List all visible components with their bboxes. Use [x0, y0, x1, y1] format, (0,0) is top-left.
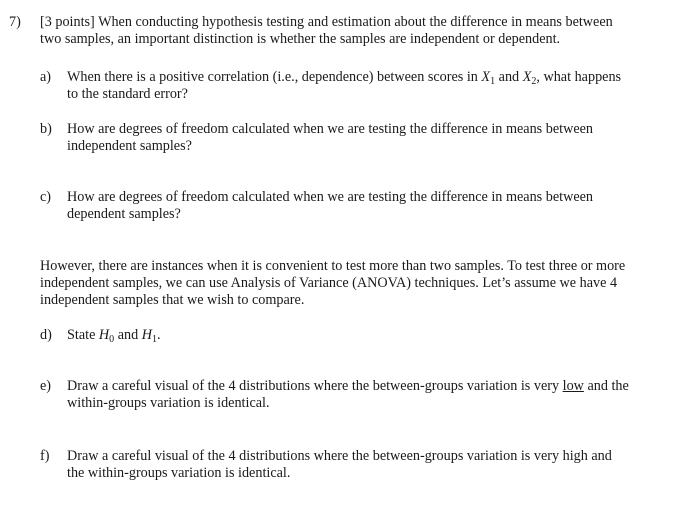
hypothesis-h1-subscript: 1: [152, 334, 158, 345]
part-f: [40, 448, 680, 482]
part-a-label: a): [40, 69, 52, 85]
part-d: [40, 327, 680, 344]
part-e-line-1: [67, 378, 680, 395]
part-a-line-1: [67, 69, 680, 86]
part-b-label: b): [40, 121, 52, 137]
part-e: [40, 378, 680, 412]
question-header: [40, 14, 680, 48]
hypothesis-h1: H: [141, 327, 153, 343]
part-a-line-2: to the standard error?: [67, 86, 188, 102]
part-e-line-2: within-groups variation is identical.: [67, 395, 270, 411]
variable-x1: X: [481, 69, 491, 85]
part-c-line-1: How are degrees of freedom calculated when we are testing the difference in means between: [67, 189, 594, 205]
part-e-line-1-post: and the: [583, 378, 629, 394]
part-c-text: [67, 189, 680, 223]
part-c-label: c): [40, 189, 52, 205]
part-a-line-1-pre: When there is a positive correlation (i.e., dependence) between scores in: [67, 69, 482, 85]
part-d-post: .: [157, 327, 161, 343]
part-b-text: [67, 121, 680, 155]
part-b: [40, 121, 680, 155]
part-c-line-2: dependent samples?: [67, 206, 181, 222]
part-a-text: [67, 69, 680, 103]
part-e-text: [67, 378, 680, 412]
part-d-text: [67, 327, 680, 344]
question-header-line-2: two samples, an important distinction is whether the samples are independent or dependent.: [40, 31, 561, 47]
part-e-emphasis-low: low: [562, 378, 584, 394]
part-f-label: f): [40, 448, 50, 464]
paragraph-line-3: independent samples that we wish to compare.: [40, 292, 305, 308]
part-e-line-1-pre: Draw a careful visual of the 4 distributions where the between-groups variation is very: [67, 378, 563, 394]
hypothesis-h0: H: [98, 327, 110, 343]
question-number: 7): [9, 14, 21, 30]
part-f-text: [67, 448, 680, 482]
part-e-label: e): [40, 378, 52, 394]
part-f-line-2: the within-groups variation is identical.: [67, 465, 291, 481]
part-c: [40, 189, 680, 223]
part-b-line-1: How are degrees of freedom calculated when we are testing the difference in means between: [67, 121, 594, 137]
hypothesis-h0-subscript: 0: [109, 334, 115, 345]
part-a-line-1-post: , what happens: [536, 69, 622, 85]
question-header-line-1: [3 points] When conducting hypothesis testing and estimation about the difference in means between: [40, 14, 613, 30]
part-d-and: and: [114, 327, 142, 343]
part-a: [40, 69, 680, 103]
paragraph-line-1: However, there are instances when it is convenient to test more than two samples. To test three or more: [40, 258, 626, 274]
part-b-line-2: independent samples?: [67, 138, 192, 154]
part-f-line-1: Draw a careful visual of the 4 distributions where the between-groups variation is very high and: [67, 448, 612, 464]
part-a-and: and: [495, 69, 523, 85]
variable-x2: X: [522, 69, 532, 85]
anova-paragraph: [40, 258, 680, 309]
variable-x1-subscript: 1: [490, 76, 496, 87]
part-d-pre: State: [67, 327, 99, 343]
paragraph-line-2: independent samples, we can use Analysis of Variance (ANOVA) techniques. Let’s assume we have 4: [40, 275, 618, 291]
part-d-label: d): [40, 327, 52, 343]
variable-x2-subscript: 2: [531, 76, 537, 87]
